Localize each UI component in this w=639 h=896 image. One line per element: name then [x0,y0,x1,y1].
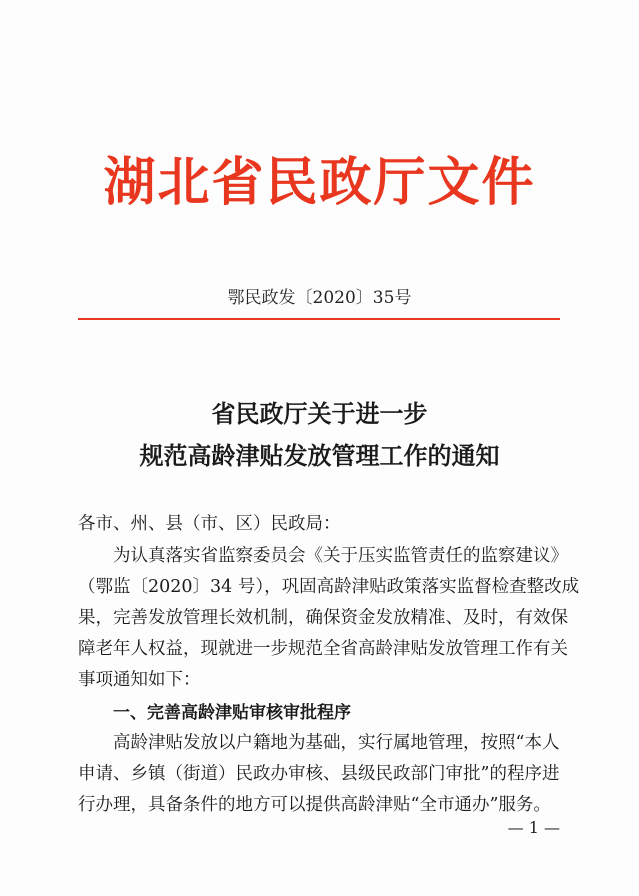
intro-line-4: 障老年人权益，现就进一步规范全省高龄津贴发放管理工作有关 [78,639,568,659]
section1-line-2: 申请、乡镇（街道）民政办审核、县级民政部门审批”的程序进 [78,764,560,784]
intro-line-5: 事项通知如下： [78,670,201,690]
red-divider-line [78,318,560,320]
notice-title-line-2: 规范高龄津贴发放管理工作的通知 [139,441,500,470]
intro-line-1: 为认真落实省监察委员会《关于压实监管责任的监察建议》 [113,546,568,566]
notice-title-line-1: 省民政厅关于进一步 [211,399,428,428]
page-number: — 1 — [507,818,560,837]
section1-line-1: 高龄津贴发放以户籍地为基础，实行属地管理，按照“本人 [113,733,560,753]
intro-line-2: （鄂监〔2020〕34 号），巩固高龄津贴政策落实监督检查整改成 [78,577,580,597]
section1-line-3: 行办理，具备条件的地方可以提供高龄津贴“全市通办”服务。 [78,795,551,815]
section-heading-1: 一、完善高龄津贴审核审批程序 [113,703,351,723]
document-number: 鄂民政发〔2020〕35号 [227,288,412,308]
masthead-title: 湖北省民政厅文件 [103,152,536,213]
intro-line-3: 果，完善发放管理长效机制，确保资金发放精准、及时，有效保 [78,608,568,628]
addressee: 各市、州、县（市、区）民政局： [78,514,341,534]
